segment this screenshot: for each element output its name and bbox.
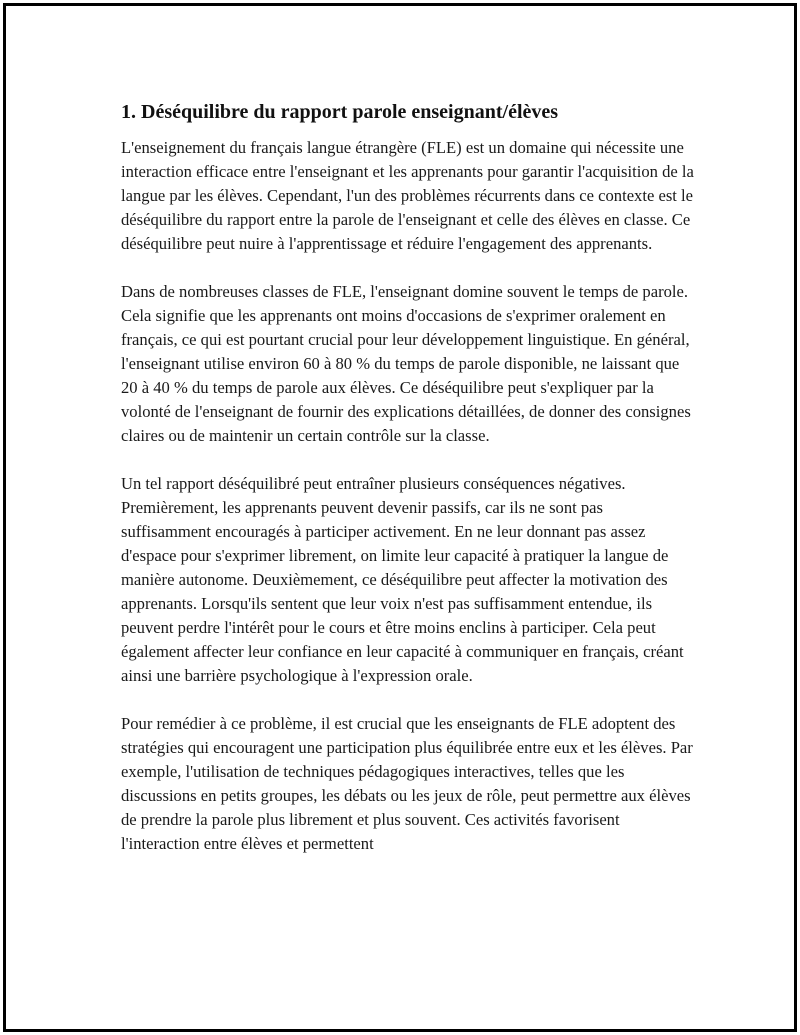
paragraph-remedies: Pour remédier à ce problème, il est crucial que les enseignants de FLE adoptent des stratégies qui encouragent une participation plus équilibrée entre eux et les élèves. Par exemple, l'utilisation de techniques pédagogiques interactives, telles que les discussions en petits groupes, les débats ou les jeux de rôle, peut permettre aux élèves de prendre la parole plus librement et plus souvent. Ces activités favorisent l'interaction entre élèves et permettent xyxy=(121,714,693,853)
paragraph-introduction: L'enseignement du français langue étrangère (FLE) est un domaine qui nécessite une interaction efficace entre l'enseignant et les apprenants pour garantir l'acquisition de la langue par les élèves. Cependant, l'un des problèmes récurrents dans ce contexte est le déséquilibre du rapport entre la parole de l'enseignant et celle des élèves en classe. Ce déséquilibre peut nuire à l'apprentissage et réduire l'engagement des apprenants. xyxy=(121,138,694,253)
section-title: 1. Déséquilibre du rapport parole enseignant/élèves xyxy=(121,101,559,123)
document-body xyxy=(121,99,696,856)
paragraph-speaking-time: Dans de nombreuses classes de FLE, l'enseignant domine souvent le temps de parole. Cela signifie que les apprenants ont moins d'occasions de s'exprimer oralement en français, ce qui est pourtant crucial pour leur développement linguistique. En général, l'enseignant utilise environ 60 à 80 % du temps de parole disponible, ne laissant que 20 à 40 % du temps de parole aux élèves. Ce déséquilibre peut s'expliquer par la volonté de l'enseignant de fournir des explications détaillées, de donner des consignes claires ou de maintenir un certain contrôle sur la classe. xyxy=(121,282,691,445)
page-frame xyxy=(3,3,797,1032)
paragraph-consequences: Un tel rapport déséquilibré peut entraîner plusieurs conséquences négatives. Premièrement, les apprenants peuvent devenir passifs, car ils ne sont pas suffisamment encouragés à participer activement. En ne leur donnant pas assez d'espace pour s'exprimer librement, on limite leur capacité à pratiquer la langue de manière autonome. Deuxièmement, ce déséquilibre peut affecter la motivation des apprenants. Lorsqu'ils sentent que leur voix n'est pas suffisamment entendue, ils peuvent perdre l'intérêt pour le cours et être moins enclins à participer. Cela peut également affecter leur confiance en leur capacité à communiquer en français, créant ainsi une barrière psychologique à l'expression orale. xyxy=(121,474,684,685)
